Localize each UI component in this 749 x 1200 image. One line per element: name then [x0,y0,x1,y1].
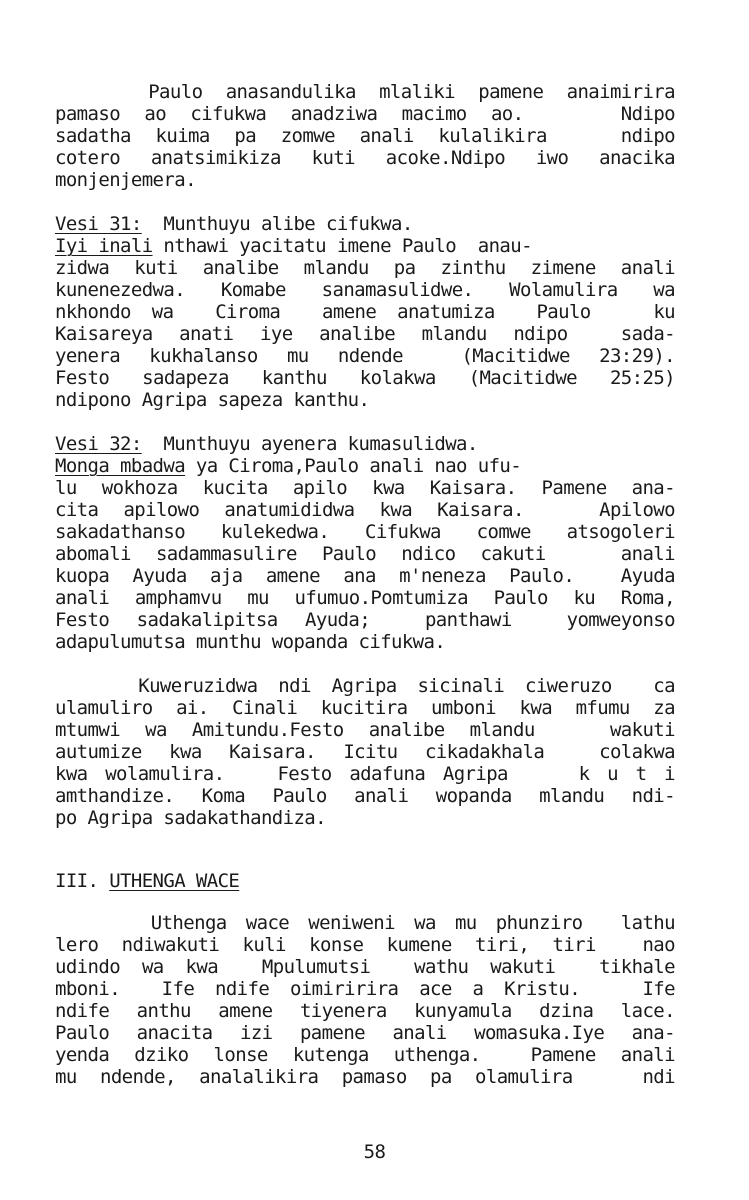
text-line: pamaso ao cifukwa anadziwa macimo ao. Ndipo [55,103,675,125]
page-number: 58 [363,1141,386,1163]
verse-label: Vesi 32: [55,433,142,455]
text-line: po Agripa sadakathandiza. [55,807,326,829]
verse-title: Munthuyu ayenera kumasulidwa. [141,433,478,455]
underlined-word: Monga mbadwa [55,455,186,477]
text-line: Paulo anasandulika mlaliki pamene anaimirira [55,81,675,103]
text-line: ulamuliro ai. Cinali kucitira umboni kwa mfumu za [55,697,675,719]
text-line: Kuweruzidwa ndi Agripa sicinali ciweruzo ca [55,675,675,697]
underlined-word: Iyi inali [55,235,153,257]
text-line: yenda dziko lonse kutenga uthenga. Pamene anali [55,1044,675,1066]
text-line: Kaisareya anati iye analibe mlandu ndipo sada- [55,323,675,345]
text-line: ndife anthu amene tiyenera kunyamula dzina lace. [55,1000,675,1022]
text-line: ndipono Agripa sapeza kanthu. [55,389,370,411]
text-line: cotero anatsimikiza kuti acoke.Ndipo iwo anacika [55,147,675,169]
verse-heading [55,213,675,235]
text-line: adapulumutsa munthu wopanda cifukwa. [55,631,446,653]
text-line: kuopa Ayuda aja amene ana m'neneza Paulo. Ayuda [55,565,675,587]
text-line: mboni. Ife ndife oimiririra ace a Kristu. Ife [55,978,675,1000]
verse-label: Vesi 31: [55,213,142,235]
section-heading [55,870,675,892]
text-line: amthandize. Koma Paulo anali wopanda mlandu ndi- [55,785,675,807]
text-line: sakadathanso kulekedwa. Cifukwa comwe atsogoleri [55,521,675,543]
verse-heading [55,433,675,455]
text-line: kunenezedwa. Komabe sanamasulidwe. Wolamulira wa [55,279,675,301]
verse-title: Munthuyu alibe cifukwa. [141,213,413,235]
text-line: Uthenga wace weniweni wa mu phunziro lathu [55,912,675,934]
text-line: Festo sadapeza kanthu kolakwa (Macitidwe 25:25) [55,367,675,389]
text-line: mtumwi wa Amitundu.Festo analibe mlandu wakuti [55,719,675,741]
section-title: UTHENGA WACE [109,870,240,892]
text-line: mu ndende, analalikira pamaso pa olamulira ndi [55,1066,675,1088]
text-line: lero ndiwakuti kuli konse kumene tiri, tiri nao [55,934,675,956]
text-line: lu wokhoza kucita apilo kwa Kaisara. Pamene ana- [55,477,675,499]
text-line: cita apilowo anatumididwa kwa Kaisara. Apilowo [55,499,675,521]
text-line: monjenjemera. [55,169,196,191]
text-fragment: nthawi yacitatu imene Paulo anau- [152,235,532,257]
text-line: Paulo anacita izi pamene anali womasuka.Iye ana- [55,1022,675,1044]
text-line [55,235,675,257]
text-line: sadatha kuima pa zomwe anali kulalikira ndipo [55,125,675,147]
text-line: anali amphamvu mu ufumuo.Pomtumiza Paulo ku Roma, [55,587,675,609]
text-line: nkhondo wa Ciroma amene anatumiza Paulo ku [55,301,675,323]
text-line: zidwa kuti analibe mlandu pa zinthu zimene anali [55,257,675,279]
text-line: kwa wolamulira. Festo adafuna Agripa k u t i [55,763,675,785]
text-fragment: ya Ciroma,Paulo anali nao ufu- [185,455,522,477]
section-number: III. [55,870,99,892]
text-line [55,455,675,477]
text-line: abomali sadammasulire Paulo ndico cakuti anali [55,543,675,565]
text-line: udindo wa kwa Mpulumutsi wathu wakuti tikhale [55,956,675,978]
text-line: yenera kukhalanso mu ndende (Macitidwe 23:29). [55,345,675,367]
text-line: autumize kwa Kaisara. Icitu cikadakhala colakwa [55,741,675,763]
text-line: Festo sadakalipitsa Ayuda; panthawi yomweyonso [55,609,675,631]
